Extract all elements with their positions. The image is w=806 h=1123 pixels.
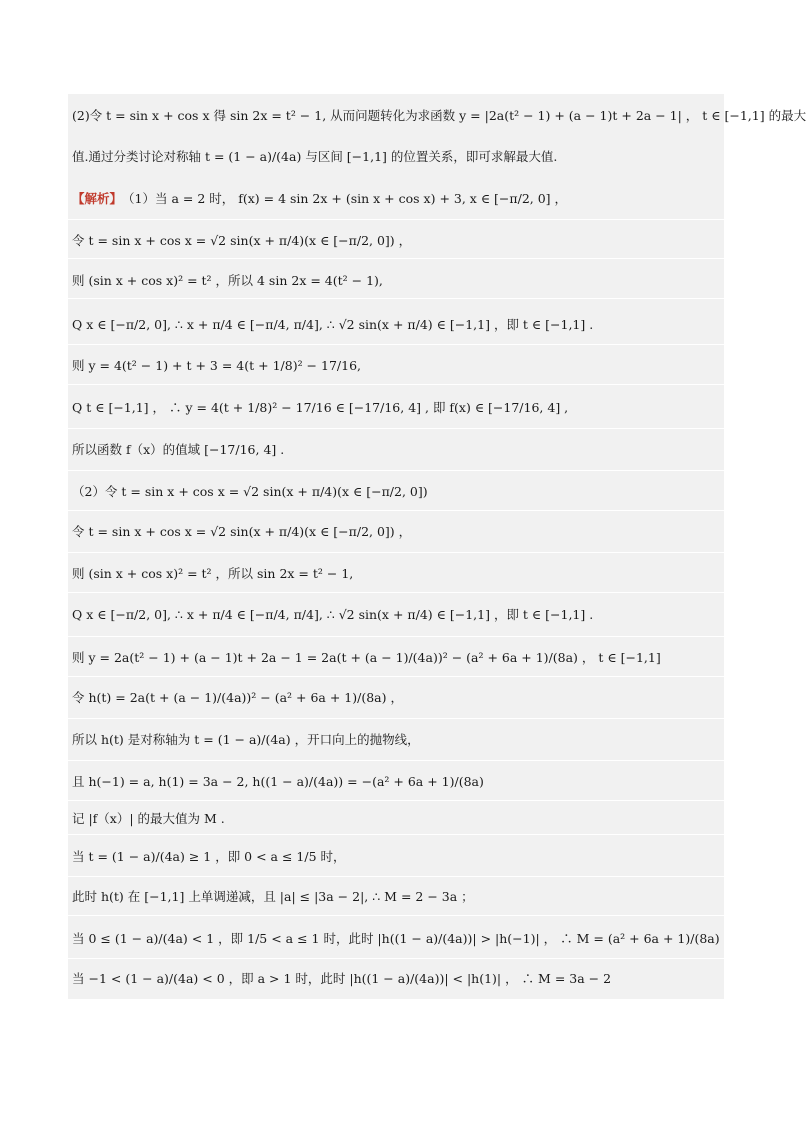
line-18-text: 记 |f（x）| 的最大值为 M . [72, 811, 225, 826]
line-10-text: （2）令 t = sin x + cos x = √2 sin(x + π/4)(x ∈ [−π/2, 0]) [72, 484, 428, 499]
line-5 [72, 264, 720, 296]
line-2-text: 值.通过分类讨论对称轴 t = (1 − a)/(4a) 与区间 [−1,1] 的位置关系，即可求解最大值. [72, 149, 558, 164]
line-14 [72, 641, 720, 673]
line-8 [72, 391, 720, 423]
line-1 [72, 99, 806, 131]
line-20 [72, 880, 720, 912]
line-15-text: 令 h(t) = 2a(t + (a − 1)/(4a))² − (a² + 6a + 1)/(8a) ， [72, 690, 403, 705]
line-17-text: 且 h(−1) = a, h(1) = 3a − 2, h((1 − a)/(4a)) = −(a² + 6a + 1)/(8a) [72, 774, 484, 789]
line-14-text: 则 y = 2a(t² − 1) + (a − 1)t + 2a − 1 = 2a(t + (a − 1)/(4a))² − (a² + 6a + 1)/(8a) ， t ∈ [−1,1] [72, 650, 661, 665]
line-19 [72, 840, 720, 872]
divider [68, 958, 724, 959]
line-10 [72, 475, 720, 507]
divider [68, 552, 724, 553]
line-9 [72, 433, 720, 465]
line-16 [72, 723, 720, 755]
line-5-text: 则 (sin x + cos x)² = t² ，所以 4 sin 2x = 4(t² − 1), [72, 273, 383, 288]
line-2 [72, 140, 720, 172]
line-8-text: Q t ∈ [−1,1] ， ∴ y = 4(t + 1/8)² − 17/16 ∈ [−17/16, 4] , 即 f(x) ∈ [−17/16, 4] , [72, 400, 569, 415]
line-20-text: 此时 h(t) 在 [−1,1] 上单调递减，且 |a| ≤ |3a − 2|, ∴ M = 2 − 3a ； [72, 889, 474, 904]
line-7 [72, 349, 720, 381]
line-16-text: 所以 h(t) 是对称轴为 t = (1 − a)/(4a) ，开口向上的抛物线， [72, 732, 420, 747]
line-13 [72, 598, 720, 630]
divider [68, 718, 724, 719]
line-9-text: 所以函数 f（x）的值域 [−17/16, 4] . [72, 442, 285, 457]
divider [68, 915, 724, 916]
divider [68, 676, 724, 677]
line-15 [72, 681, 720, 713]
line-13-text: Q x ∈ [−π/2, 0], ∴ x + π/4 ∈ [−π/4, π/4], ∴ √2 sin(x + π/4) ∈ [−1,1] ，即 t ∈ [−1,1] . [72, 607, 594, 622]
line-17 [72, 765, 720, 797]
line-3-text: （1）当 a = 2 时， f(x) = 4 sin 2x + (sin x + cos x) + 3, x ∈ [−π/2, 0] ， [122, 191, 568, 206]
line-6 [72, 308, 720, 340]
line-6-text: Q x ∈ [−π/2, 0], ∴ x + π/4 ∈ [−π/4, π/4], ∴ √2 sin(x + π/4) ∈ [−1,1] ，即 t ∈ [−1,1] . [72, 317, 594, 332]
divider [68, 219, 724, 220]
line-21-text: 当 0 ≤ (1 − a)/(4a) < 1 ，即 1/5 < a ≤ 1 时，此时 |h((1 − a)/(4a))| > |h(−1)| ， ∴ M = (a² + 6a + 1)/(8a) [72, 931, 720, 946]
line-11-text: 令 t = sin x + cos x = √2 sin(x + π/4)(x ∈ [−π/2, 0]) ， [72, 524, 412, 539]
line-4-text: 令 t = sin x + cos x = √2 sin(x + π/4)(x ∈ [−π/2, 0]) ， [72, 233, 412, 248]
divider [68, 760, 724, 761]
line-18 [72, 802, 720, 834]
divider [68, 344, 724, 345]
line-12 [72, 557, 720, 589]
line-21 [72, 922, 720, 954]
divider [68, 258, 724, 259]
divider [68, 876, 724, 877]
solution-tag: 【解析】 [72, 191, 123, 206]
divider [68, 800, 724, 801]
line-19-text: 当 t = (1 − a)/(4a) ≥ 1 ，即 0 < a ≤ 1/5 时， [72, 849, 346, 864]
divider [68, 384, 724, 385]
divider [68, 592, 724, 593]
divider [68, 636, 724, 637]
divider [68, 834, 724, 835]
line-4 [72, 224, 720, 256]
line-11 [72, 515, 720, 547]
line-1-text: (2)令 t = sin x + cos x 得 sin 2x = t² − 1, 从而问题转化为求函数 y = |2a(t² − 1) + (a − 1)t + 2a − 1| ， t ∈ [−1,1] 的最大 [72, 108, 806, 123]
divider [68, 298, 724, 299]
divider [68, 428, 724, 429]
divider [68, 510, 724, 511]
line-22 [72, 962, 720, 994]
line-12-text: 则 (sin x + cos x)² = t² ，所以 sin 2x = t² − 1, [72, 566, 354, 581]
line-7-text: 则 y = 4(t² − 1) + t + 3 = 4(t + 1/8)² − 17/16, [72, 358, 362, 373]
line-3 [72, 182, 720, 214]
line-22-text: 当 −1 < (1 − a)/(4a) < 0 ，即 a > 1 时，此时 |h((1 − a)/(4a))| < |h(1)| ， ∴ M = 3a − 2 [72, 971, 612, 986]
divider [68, 470, 724, 471]
